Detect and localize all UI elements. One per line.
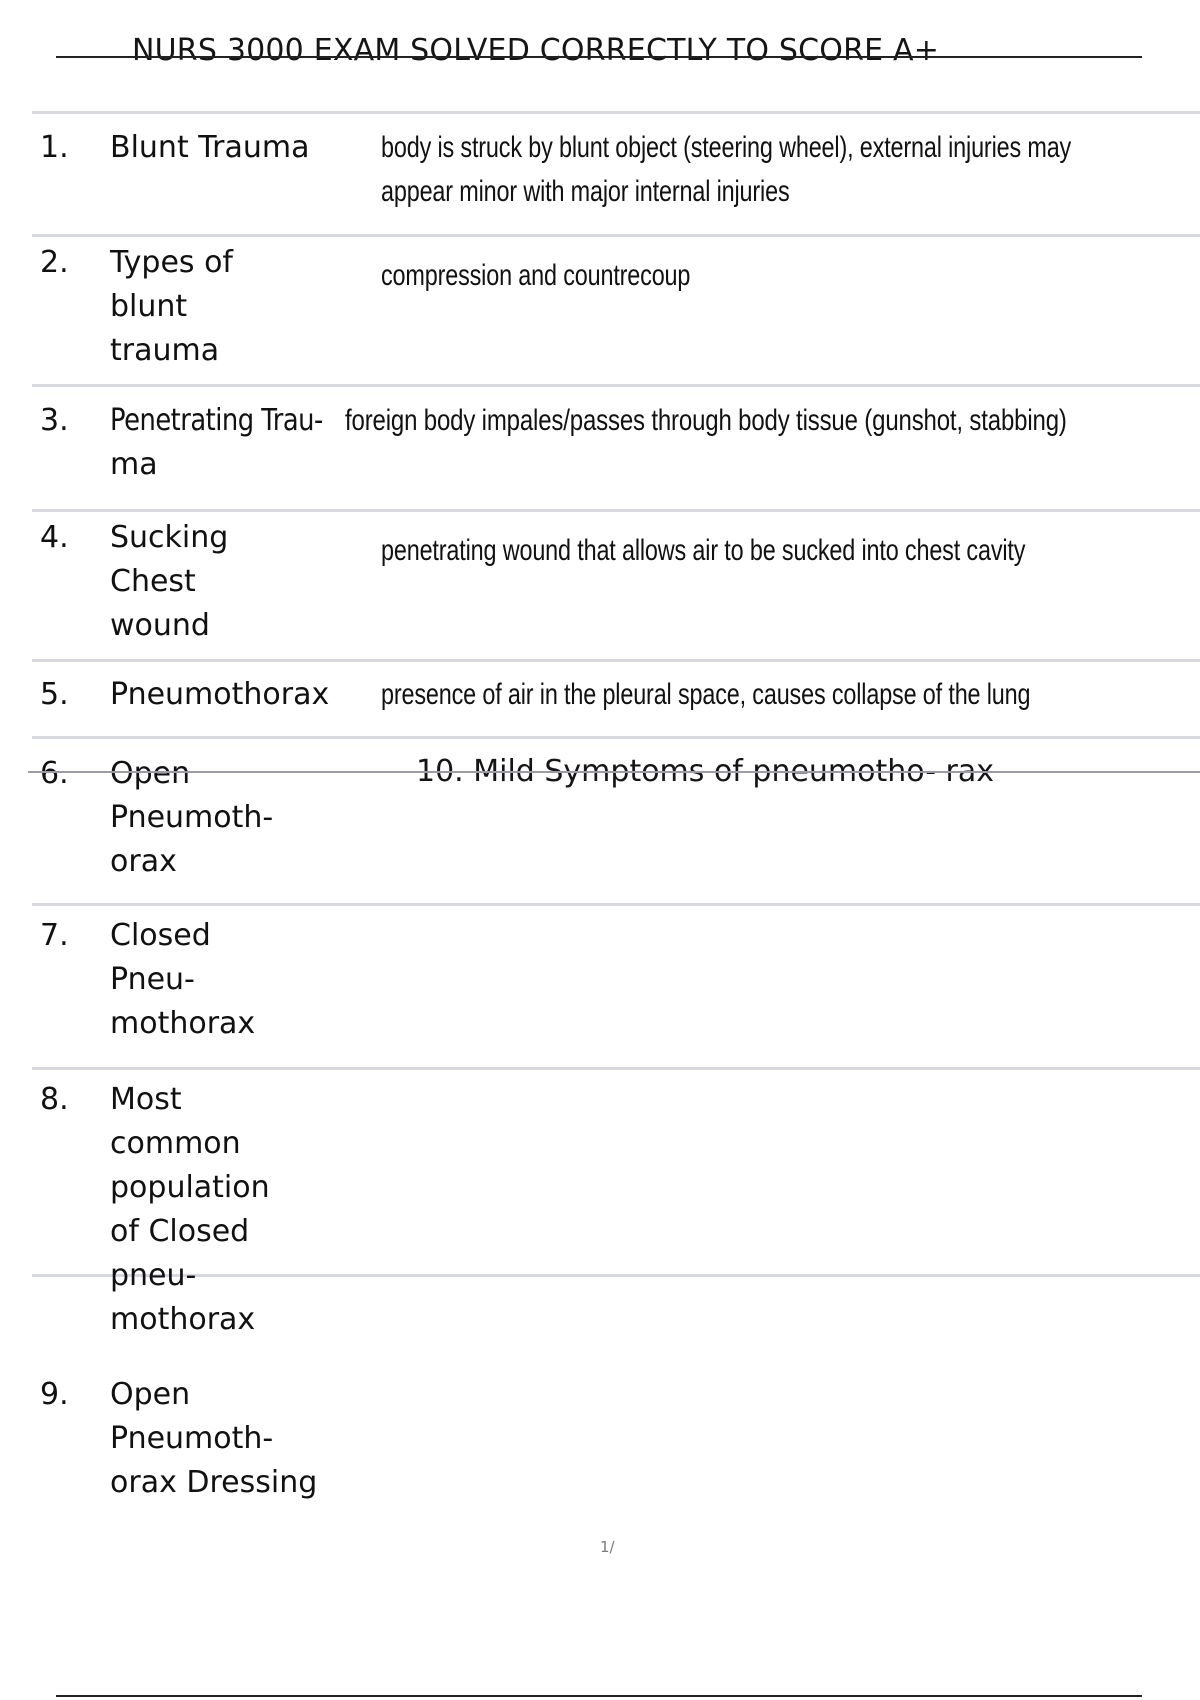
card-term: Chest	[110, 564, 196, 599]
card-term: Open	[110, 756, 191, 791]
card-term: Most	[110, 1082, 182, 1117]
card-term: Pneumoth-	[110, 1421, 274, 1456]
card-term: Sucking	[110, 520, 229, 555]
card-term: Closed	[110, 918, 211, 953]
card-number: 1.	[40, 130, 69, 165]
card-definition: compression and countrecoup	[381, 259, 691, 292]
card-term: orax	[110, 844, 177, 879]
card-definition: foreign body impales/passes through body tissue (gunshot, stabbing)	[345, 404, 1067, 437]
card-number: 5.	[40, 677, 69, 712]
row-separator	[32, 509, 1200, 512]
title-rule	[56, 56, 1142, 58]
row-separator	[32, 384, 1200, 387]
card-term: mothorax	[110, 1006, 256, 1041]
card-term: Penetrating Trau-	[110, 403, 323, 438]
card-number: 6.	[40, 756, 69, 791]
card-number: 7.	[40, 918, 69, 953]
card-definition: presence of air in the pleural space, causes collapse of the lung	[381, 678, 1031, 711]
card-definition: penetrating wound that allows air to be sucked into chest cavity	[381, 534, 1026, 567]
overlay-term: 10. Mild Symptoms of pneumotho- rax	[416, 754, 995, 789]
page-number: 1/	[600, 1538, 615, 1556]
row-separator	[32, 111, 1200, 114]
card-number: 2.	[40, 245, 69, 280]
card-number: 4.	[40, 520, 69, 555]
strike-line	[28, 771, 1200, 773]
card-term: mothorax	[110, 1302, 256, 1337]
card-number: 8.	[40, 1082, 69, 1117]
card-term: trauma	[110, 333, 220, 368]
card-term: ma	[110, 447, 158, 482]
card-term: Pneumoth-	[110, 800, 274, 835]
row-separator	[32, 903, 1200, 906]
row-separator	[32, 736, 1200, 739]
card-term: Types of	[110, 245, 233, 280]
card-term: Open	[110, 1377, 191, 1412]
card-number: 3.	[40, 403, 69, 438]
card-term: Pneu-	[110, 962, 195, 997]
row-separator	[32, 234, 1200, 237]
card-term: population	[110, 1170, 270, 1205]
card-term: of Closed	[110, 1214, 250, 1249]
page-title: NURS 3000 EXAM SOLVED CORRECTLY TO SCORE A+	[132, 33, 940, 68]
card-term: pneu-	[110, 1258, 197, 1293]
card-term: blunt	[110, 289, 188, 324]
card-term: Pneumothorax	[110, 677, 330, 712]
card-number: 9.	[40, 1377, 69, 1412]
card-term: wound	[110, 608, 210, 643]
card-term: common	[110, 1126, 241, 1161]
bottom-rule	[56, 1695, 1142, 1697]
row-separator	[32, 1067, 1200, 1070]
card-term: Blunt Trauma	[110, 130, 310, 165]
row-separator	[32, 659, 1200, 662]
card-definition: appear minor with major internal injuries	[381, 175, 790, 208]
card-definition: body is struck by blunt object (steering wheel), external injuries may	[381, 131, 1072, 164]
card-term: orax Dressing	[110, 1465, 318, 1500]
